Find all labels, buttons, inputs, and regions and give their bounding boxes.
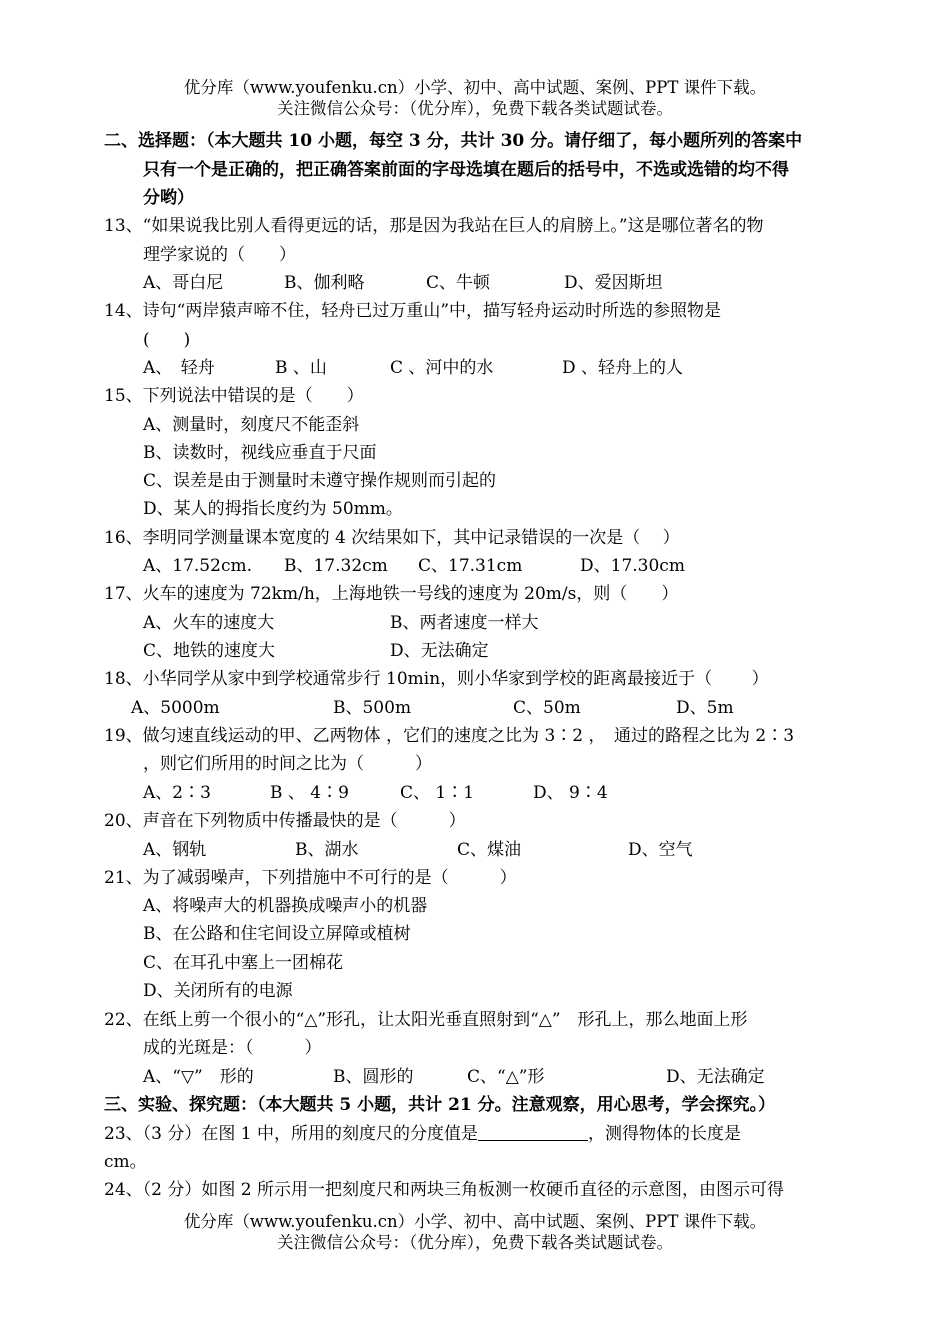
q17-option-c: C、地铁的速度大 — [143, 641, 276, 661]
watermark-footer-line2: 关注微信公众号：（优分库），免费下载各类试题试卷。 — [277, 1233, 673, 1252]
q20-stem: 20、声音在下列物质中传播最快的是（ ） — [104, 811, 466, 831]
section2-title-line3: 分哟） — [143, 188, 194, 208]
q19-option-d: D、 9∶4 — [533, 783, 608, 803]
q22-option-d: D、无法确定 — [666, 1067, 765, 1087]
q18-option-a: A、5000m — [131, 698, 220, 718]
q20-option-c: C、煤油 — [457, 840, 522, 860]
q19-option-a: A、2∶3 — [143, 783, 211, 803]
q15-option-a: A、测量时，刻度尺不能歪斜 — [143, 415, 360, 435]
q15-option-b: B、读数时，视线应垂直于尺面 — [143, 443, 377, 463]
q21-option-b: B、在公路和住宅间设立屏障或植树 — [143, 924, 411, 944]
q15-option-c: C、误差是由于测量时未遵守操作规则而引起的 — [143, 471, 497, 491]
watermark-header-line2: 关注微信公众号：（优分库），免费下载各类试题试卷。 — [277, 99, 673, 118]
q20-option-a: A、钢轨 — [143, 840, 207, 860]
q16-stem: 16、李明同学测量课本宽度的 4 次结果如下，其中记录错误的一次是（ ） — [104, 528, 680, 548]
section2-title-line1: 二、选择题：（本大题共 10 小题，每空 3 分，共计 30 分。请仔细了，每小题所列的答案中 — [104, 131, 803, 151]
q13-option-d: D、爱因斯坦 — [564, 273, 663, 293]
q21-option-c: C、在耳孔中塞上一团棉花 — [143, 953, 344, 973]
q13-stem-line1: 13、“如果说我比别人看得更远的话，那是因为我站在巨人的肩膀上。”这是哪位著名的物 — [104, 216, 764, 236]
watermark-footer-line1: 优分库（www.youfenku.cn）小学、初中、高中试题、案例、PPT 课件下载。 — [183, 1212, 767, 1231]
section2-title-line2: 只有一个是正确的，把正确答案前面的字母选填在题后的括号中，不选或选错的均不得 — [143, 160, 789, 180]
q18-option-d: D、5m — [676, 698, 734, 718]
q23-stem-line2: cm。 — [104, 1152, 147, 1172]
q19-option-c: C、 1∶1 — [400, 783, 475, 803]
q20-option-d: D、空气 — [628, 840, 693, 860]
q14-option-c: C 、河中的水 — [390, 358, 494, 378]
q17-stem: 17、火车的速度为 72km/h，上海地铁一号线的速度为 20m/s，则（ ） — [104, 584, 679, 604]
q22-option-a: A、“▽” 形的 — [143, 1067, 254, 1087]
q22-option-b: B、圆形的 — [333, 1067, 414, 1087]
q23-stem-line1 — [104, 1122, 741, 1146]
q21-stem: 21、为了减弱噪声，下列措施中不可行的是（ ） — [104, 868, 517, 888]
q17-option-d: D、无法确定 — [390, 641, 489, 661]
section3-title: 三、实验、探究题：（本大题共 5 小题，共计 21 分。注意观察，用心思考，学会探究。） — [104, 1095, 776, 1115]
q14-option-a: A、 轻舟 — [143, 358, 215, 378]
q23-answer-blank[interactable] — [478, 1122, 588, 1141]
q19-stem-line1: 19、做匀速直线运动的甲、乙两物体 ，它们的速度之比为 3∶2 ， 通过的路程之比为 2∶3 — [104, 726, 795, 746]
q15-option-d: D、某人的拇指长度约为 50mm。 — [143, 499, 403, 519]
q15-stem: 15、下列说法中错误的是（ ） — [104, 386, 364, 406]
watermark-header-line1: 优分库（www.youfenku.cn）小学、初中、高中试题、案例、PPT 课件下载。 — [183, 78, 767, 97]
q13-option-c: C、牛顿 — [426, 273, 491, 293]
q19-stem-line2: ，则它们所用的时间之比为（ ） — [143, 754, 432, 774]
q23-stem-part1: 23、（3 分）在图 1 中，所用的刻度尺的分度值是 — [104, 1124, 478, 1144]
q21-option-d: D、关闭所有的电源 — [143, 981, 293, 1001]
q19-option-b: B 、 4∶9 — [270, 783, 349, 803]
q22-stem-line1: 22、在纸上剪一个很小的“△”形孔，让太阳光垂直照射到“△” 形孔上，那么地面上形 — [104, 1010, 748, 1030]
q14-stem-line1: 14、诗句“两岸猿声啼不住，轻舟已过万重山”中，描写轻舟运动时所选的参照物是 — [104, 301, 722, 321]
q21-option-a: A、将噪声大的机器换成噪声小的机器 — [143, 896, 428, 916]
q13-option-a: A、哥白尼 — [143, 273, 224, 293]
q16-option-c: C、17.31cm — [418, 556, 523, 576]
q13-stem-line2: 理学家说的（ ） — [143, 245, 296, 265]
q16-option-a: A、17.52cm. — [143, 556, 252, 576]
q14-stem-line2: ( ) — [143, 330, 191, 350]
q14-option-d: D 、轻舟上的人 — [562, 358, 684, 378]
q14-option-b: B 、山 — [275, 358, 327, 378]
q24-stem-line1: 24、（2 分）如图 2 所示用一把刻度尺和两块三角板测一枚硬币直径的示意图，由图示可得 — [104, 1180, 784, 1200]
q13-option-b: B、伽利略 — [284, 273, 365, 293]
q17-option-b: B、两者速度一样大 — [390, 613, 539, 633]
q16-option-b: B、17.32cm — [284, 556, 388, 576]
q16-option-d: D、17.30cm — [580, 556, 685, 576]
q18-stem: 18、小华同学从家中到学校通常步行 10min，则小华家到学校的距离最接近于（ ） — [104, 669, 769, 689]
q20-option-b: B、湖水 — [295, 840, 359, 860]
q23-stem-part2: ，测得物体的长度是 — [587, 1124, 741, 1144]
q18-option-b: B、500m — [333, 698, 412, 718]
q18-option-c: C、50m — [513, 698, 581, 718]
q22-option-c: C、“△”形 — [467, 1067, 545, 1087]
q17-option-a: A、火车的速度大 — [143, 613, 275, 633]
q22-stem-line2: 成的光斑是：（ ） — [143, 1038, 322, 1058]
